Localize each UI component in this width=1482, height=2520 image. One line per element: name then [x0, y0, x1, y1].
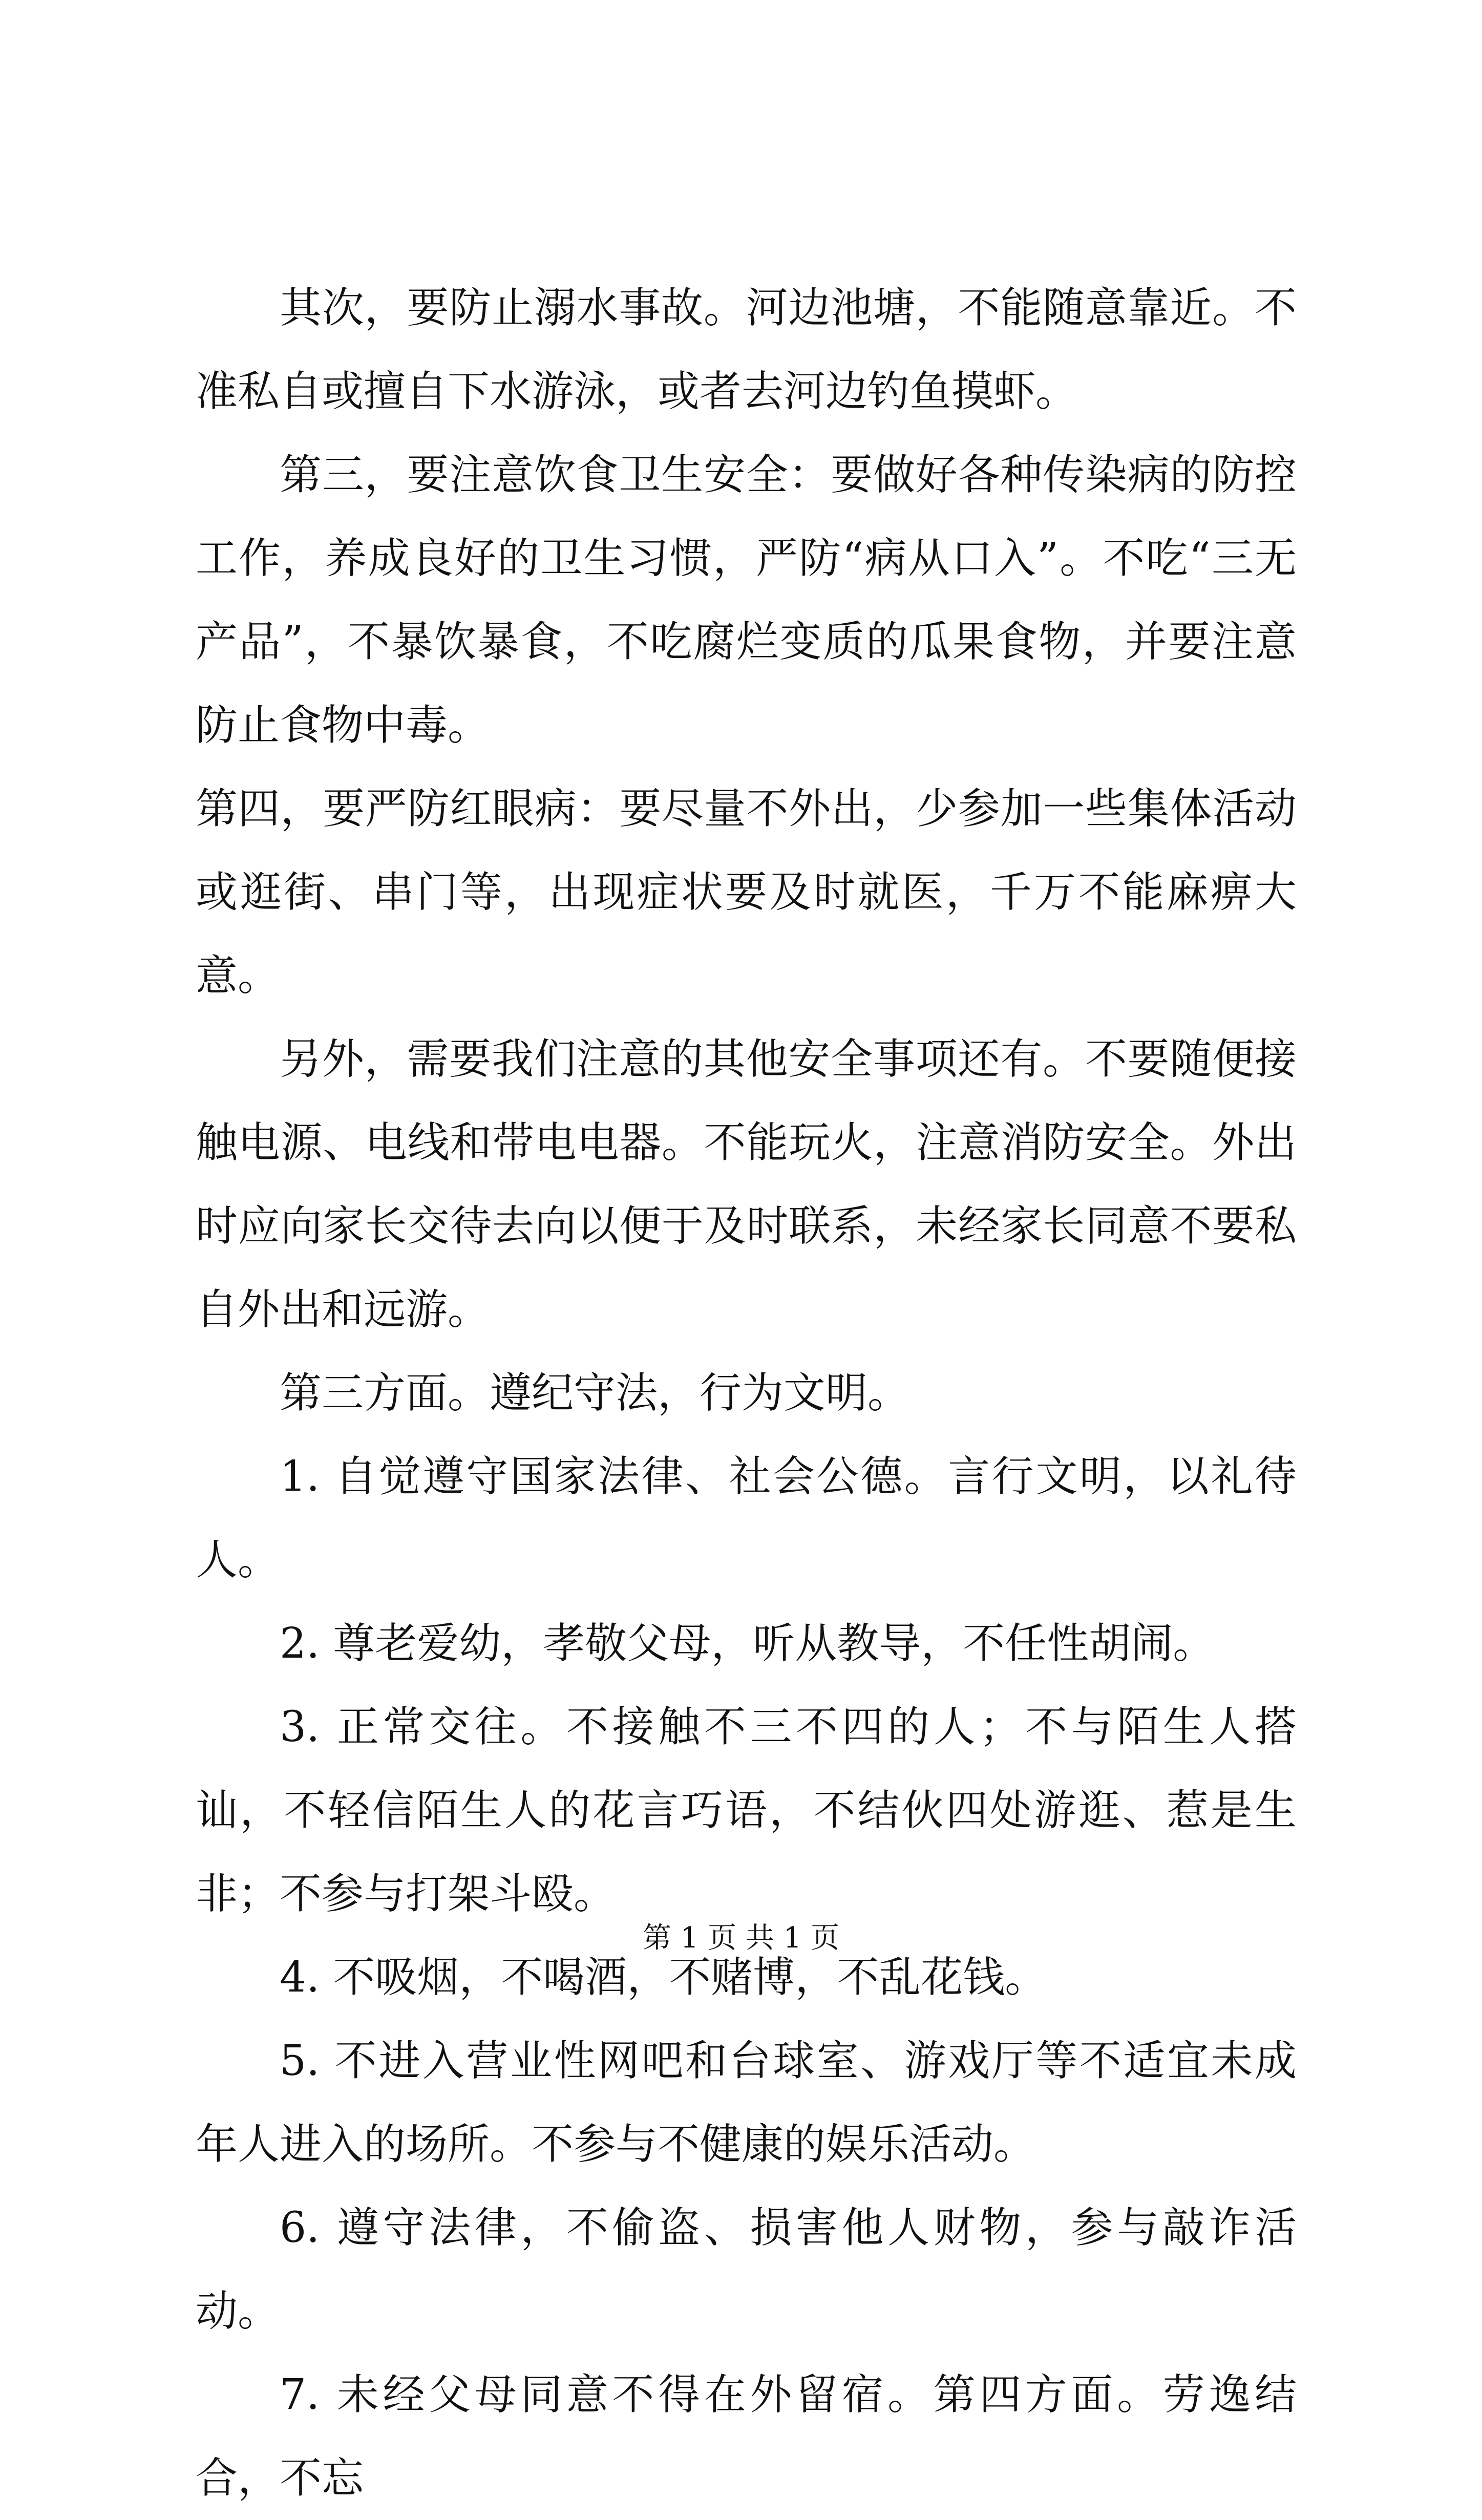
list-item-1: 1. 自觉遵守国家法律、社会公德。言行文明，以礼待人。: [196, 1452, 1297, 1584]
page-footer: 第 1 页 共 1 页: [642, 1921, 840, 1955]
list-item-3: 3. 正常交往。不接触不三不四的人；不与陌生人搭讪，不轻信陌生人的花言巧语，不结伙四处游逛、惹是生非；不参与打架斗殴。: [196, 1703, 1297, 1918]
paragraph-food-safety: 第三，要注意饮食卫生安全：要做好各种传染病的防控工作，养成良好的卫生习惯，严防“病从口入”。不吃“三无产品”，不暴饮暴食，不吃腐烂变质的瓜果食物，并要注意防止食物中毒。: [196, 451, 1297, 750]
paragraph-pink-eye: 第四，要严防红眼病：要尽量不外出，少参加一些集体活动或逛街、串门等，出现症状要及时就医，千万不能麻痹大意。: [196, 785, 1297, 1000]
paragraph-other-safety: 另外，需要我们注意的其他安全事项还有。不要随便接触电源、电线和带电电器。不能玩火，注意消防安全。外出时应向家长交待去向以便于及时联系，未经家长同意不要私自外出和远游。: [196, 1035, 1297, 1334]
list-item-7: 7. 未经父母同意不得在外留宿。第四方面。劳逸结合，不忘: [196, 2370, 1297, 2503]
list-item-2: 2. 尊老爱幼，孝敬父母，听从教导，不任性胡闹。: [280, 1619, 1215, 1668]
paragraph-drowning: 其次，要防止溺水事故。河边池塘，不能随意靠近。不准私自或擅自下水游泳，或者去河边钓鱼摸虾。: [196, 284, 1297, 416]
list-item-4: 4. 不吸烟，不喝酒，不赌博，不乱花钱。: [280, 1953, 1047, 2002]
list-item-5: 5. 不进入营业性网吧和台球室、游戏厅等不适宜未成年人进入的场所。不参与不健康的娱乐活动。: [196, 2037, 1297, 2169]
paragraph-section-three-heading: 第三方面。遵纪守法，行为文明。: [280, 1369, 910, 1417]
list-item-6: 6. 遵守法律，不偷盗、损害他人财物，参与敲诈活动。: [196, 2204, 1297, 2336]
document-body: [196, 266, 1297, 2520]
